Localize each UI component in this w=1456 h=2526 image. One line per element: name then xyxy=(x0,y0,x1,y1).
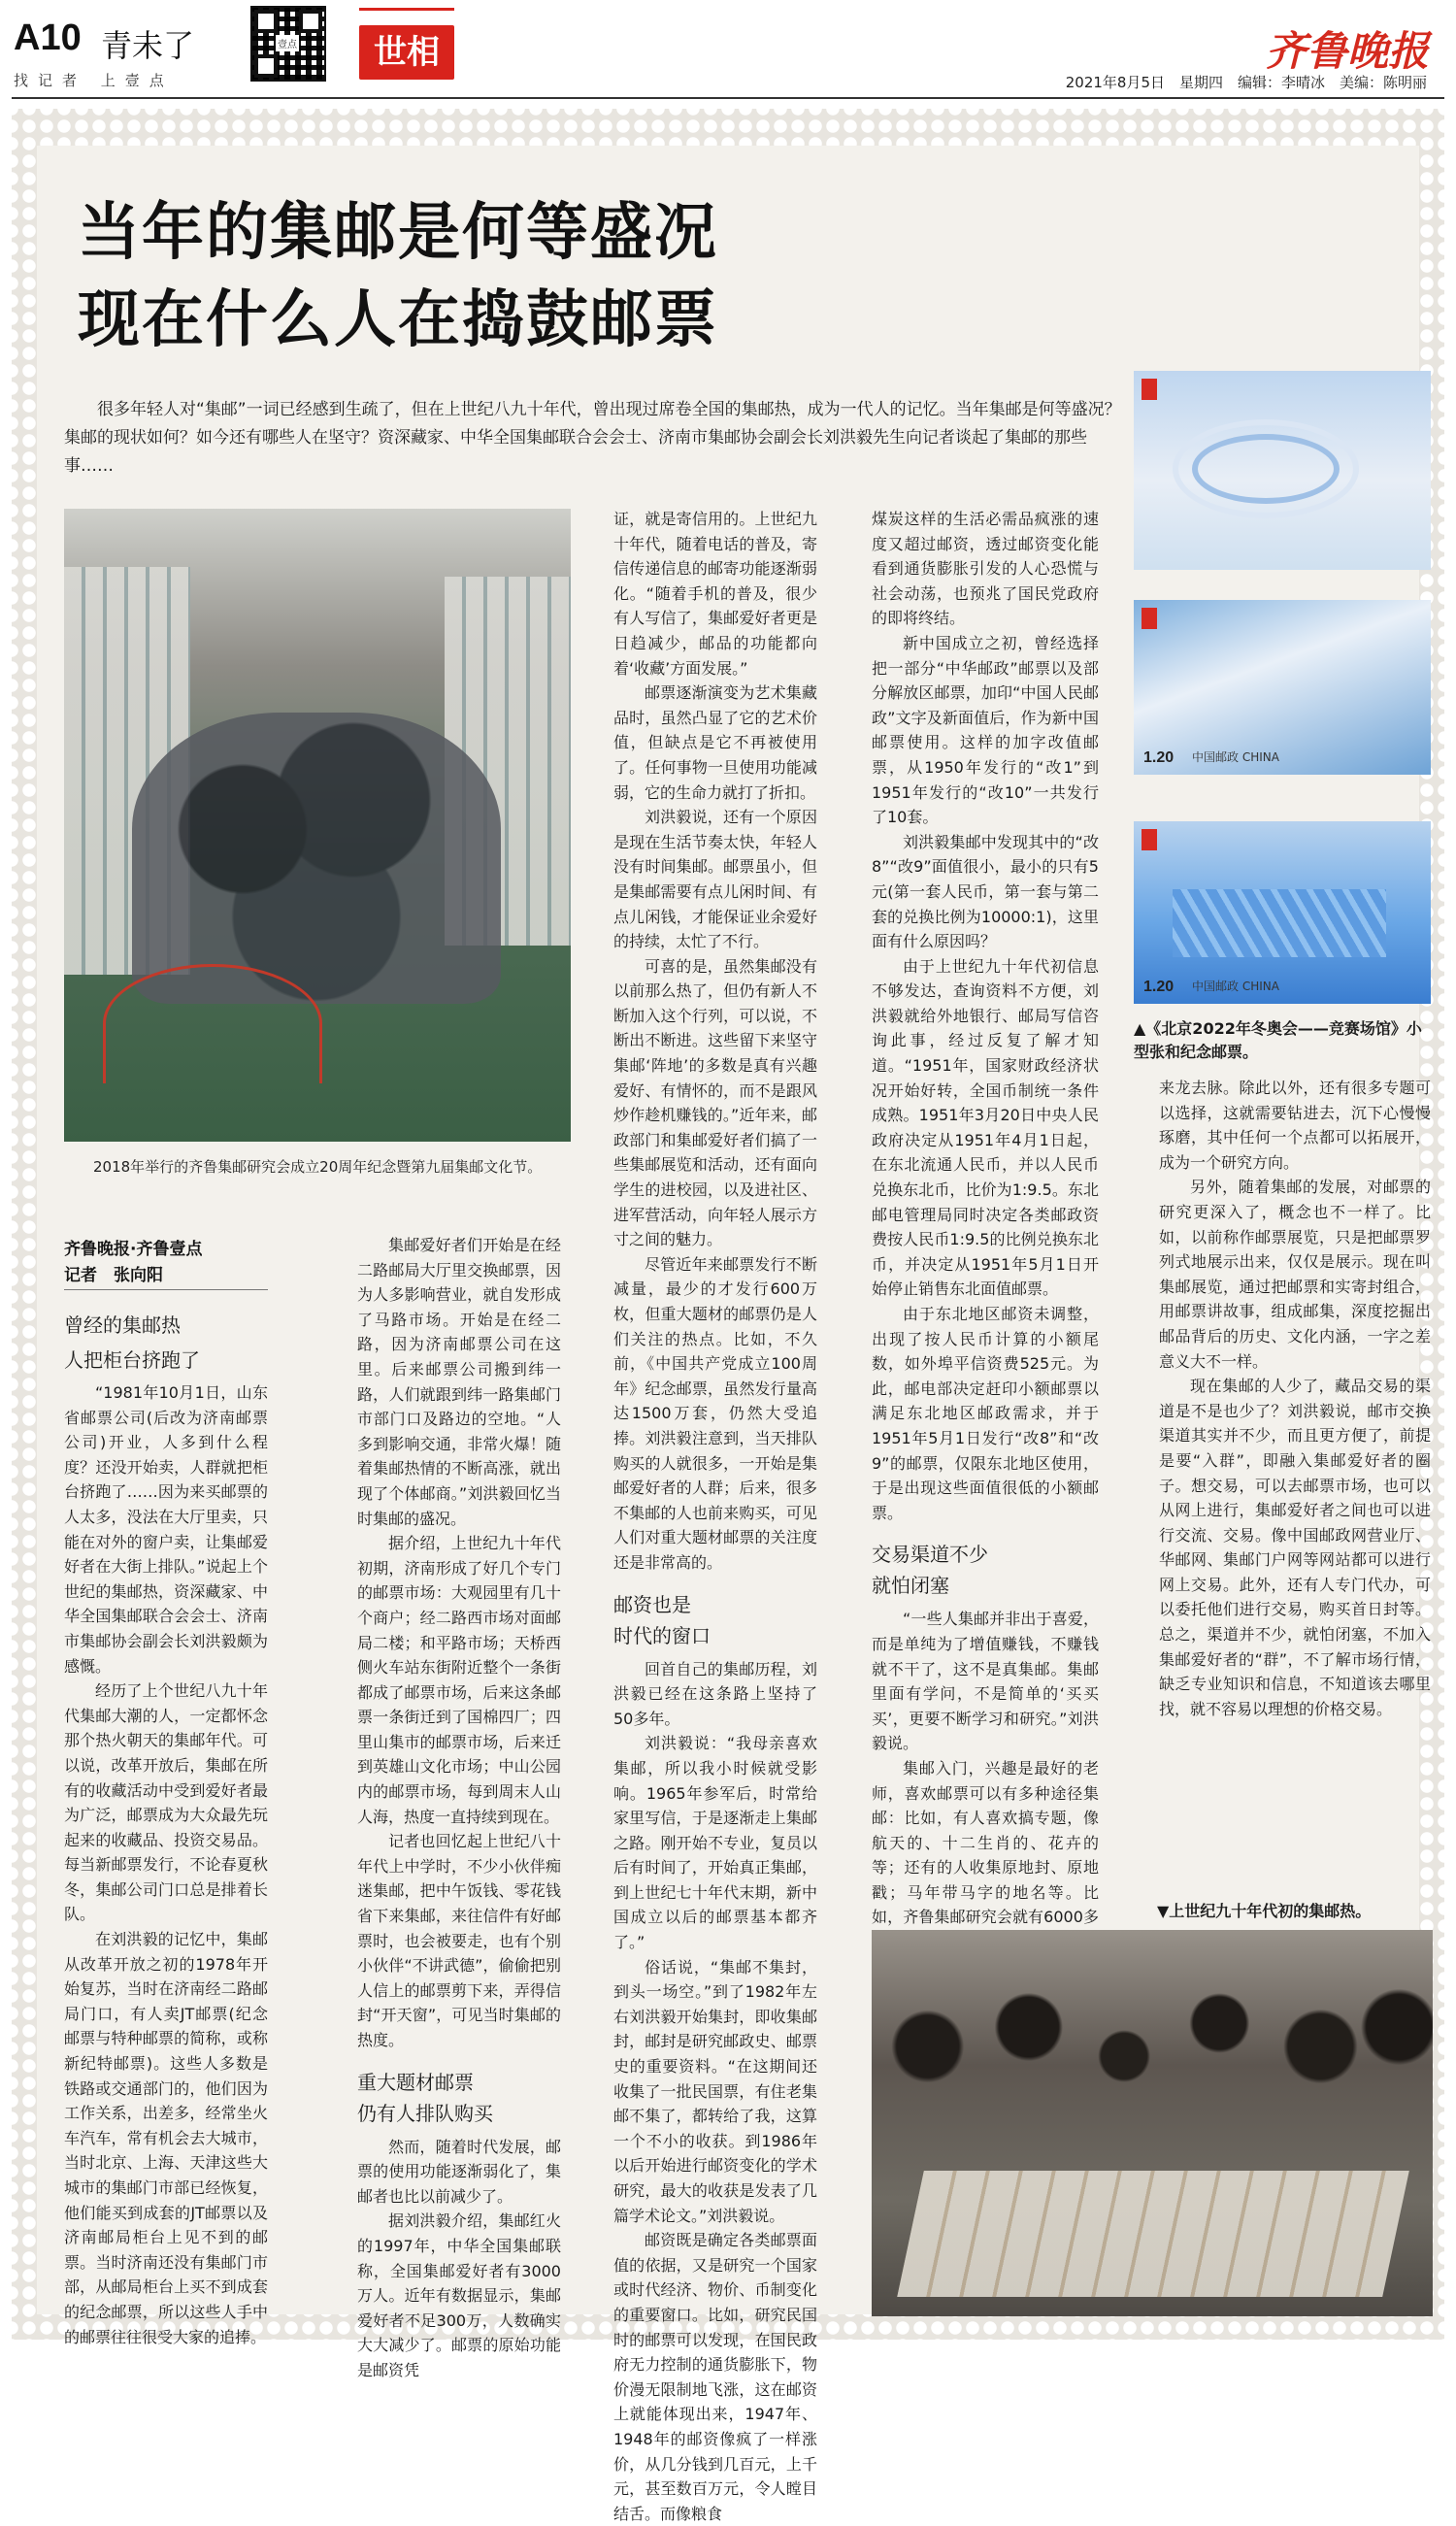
paragraph: 集邮入门，兴趣是最好的老师，喜欢邮票可以有多种途径集邮：比如，有人喜欢搞专题，像航天的、十二生肖的、花卉的等；还有的人收集原地封、原地戳；马年带马字的地名等。比如，齐鲁集邮研究会就有6000多 xyxy=(872,1758,1099,1927)
paragraph: 另外，随着集邮的发展，对邮票的研究更深入了，概念也不一样了。比如，以前称作邮票展览，只是把邮票罗列式地展示出来，仅仅是展示。现在叫集邮展览，通过把邮票和实寄封组合，用邮票讲故事，组成邮集，深度挖掘出邮品背后的历史、文化内涵，一字之差意义大不一样。 xyxy=(1159,1178,1431,1371)
paragraph: 由于东北地区邮资未调整，出现了按人民币计算的小额尾数，如外埠平信资费525元。为此，邮电部决定赶印小额邮票以满足东北地区邮政需求，并于1951年5月1日发行“改8”和“改9”的邮票，仅限东北地区使用，于是出现这些面值很低的小额邮票。 xyxy=(872,1305,1099,1522)
section-sub: 找记者 上壹点 xyxy=(14,72,174,89)
column-tag xyxy=(359,8,454,95)
paragraph: 刘洪毅说：“我母亲喜欢集邮，所以我小时候就受影响。1965年参军后，时常给家里写信，于是逐渐走上集邮之路。刚开始不专业，复员以后有时间了，开始真正集邮，到上世纪七十年代末期，新中国成立以后的邮票基本都齐了。” xyxy=(613,1734,817,1952)
column-2 xyxy=(357,1233,561,2379)
paragraph: 回首自己的集邮历程，刘洪毅已经在这条路上坚持了50多年。 xyxy=(613,1659,817,1728)
tag-deco xyxy=(359,8,454,22)
photo-caption: ▼上世纪九十年代初的集邮热。 xyxy=(1157,1902,1372,1920)
court-marking xyxy=(103,964,322,1083)
paragraph: 据介绍，上世纪九十年代初期，济南形成了好几个专门的邮票市场：大观园里有几十个商户；经二路西市场对面邮局二楼；和平路市场；天桥西侧火车站东街附近整个一条街都成了邮票市场，后来这条邮票一条街迁到了国棉四厂；四里山集市的邮票市场，后来迁到英雄山文化市场；中山公园内的邮票市场，每到周末人山人海，热度一直持续到现在。 xyxy=(357,1534,561,1826)
paragraph: 然而，随着时代发展，邮票的使用功能逐渐弱化了，集邮者也比以前减少了。 xyxy=(357,2137,561,2206)
stamp-price: 1.20 xyxy=(1143,749,1175,766)
paragraph: “1981年10月1日，山东省邮票公司(后改为济南邮票公司)开业，人多到什么程度？还没开始卖，人群就把柜台挤跑了……因为来买邮票的人太多，没法在大厅里卖，只能在对外的窗户卖，让集邮爱好者在大街上排队。”说起上个世纪的集邮热，资深藏家、中华全国集邮联合会会士、济南市集邮协会副会长刘洪毅颇为感慨。 xyxy=(64,1383,268,1676)
byline-rule xyxy=(64,1289,268,1290)
stamp-water-cube xyxy=(1134,821,1431,1004)
paragraph: 可喜的是，虽然集邮没有以前那么热了，但仍有新人不断加入这个行列，可以说，不断出不断进。这些留下来坚守集邮‘阵地’的多数是真有兴趣爱好、有情怀的，而不是跟风炒作趁机赚钱的。”近年来，邮政部门和集邮爱好者们搞了一些集邮展览和活动，还有面向学生的进校园，以及进社区、进军营活动，向年轻人展示方寸之间的魅力。 xyxy=(613,956,817,1249)
stamp-country: 中国邮政 CHINA xyxy=(1192,980,1279,993)
paragraph: 现在集邮的人少了，藏品交易的渠道是不是也少了？刘洪毅说，邮市交换渠道其实并不少，而且更方便了，前提是要“入群”，即融入集邮爱好者的圈子。想交易，可以去邮票市场，也可以从网上进行，集邮爱好者之间也可以进行交流、交易。像中国邮政网营业厅、华邮网、集邮门户网等网站都可以进行网上交易。此外，还有人专门代办，可以委托他们进行交易，购买首日封等。总之，渠道并不少，就怕闭塞，不加入集邮爱好者的“群”，不了解市场行情，缺乏专业知识和信息，不知道该去哪里找，就不容易以理想的价格交易。 xyxy=(1159,1377,1431,1718)
headline-line2: 现在什么人在捣鼓邮票 xyxy=(78,284,718,356)
paragraph: 尽管近年来邮票发行不断减量，最少的才发行600万枚，但重大题材的邮票仍是人们关注的热点。比如，不久前，《中国共产党成立100周年》纪念邮票，虽然发行量高达1500万套，仍然大受追捧。刘洪毅注意到，当天排队购买的人就很多，一开始是集邮爱好者的人群；后来，很多不集邮的人也前来购买，可见人们对重大题材邮票的关注度还是非常高的。 xyxy=(613,1254,817,1572)
qr-label: 壹点 xyxy=(276,35,299,51)
headline-line1: 当年的集邮是何等盛况 xyxy=(78,197,718,269)
postal-seal-icon xyxy=(1142,608,1157,629)
photo-stamp-fair xyxy=(64,509,571,1142)
subhead: 就怕闭塞 xyxy=(872,1574,949,1598)
paragraph: 由于上世纪九十年代初信息不够发达，查询资料不方便，刘洪毅就给外地银行、邮局写信咨询此事，经过反复了解才知道。“1951年，国家财政经济状况开始好转，全国币制统一条件成熟。1951年3月20日中央人民政府决定从1951年4月1日起，在东北流通人民币，并以人民币兑换东北币，比价为1:9.5。东北邮电管理局同时决定各类邮政资费按人民币1:9.5的比例兑换东北币，并决定从1951年5月1日开始停止销售东北面值邮票。 xyxy=(872,956,1099,1299)
qr-corner-icon xyxy=(254,10,278,33)
photo-1990s-stamp-fever xyxy=(872,1930,1433,2316)
postal-seal-icon xyxy=(1142,379,1157,400)
stamp-caption: ▲《北京2022年冬奥会——竞赛场馆》小型张和纪念邮票。 xyxy=(1134,1019,1422,1061)
section-name: 青未了 xyxy=(101,27,195,64)
column-5 xyxy=(1159,1076,1431,1891)
subhead: 人把柜台挤跑了 xyxy=(64,1348,200,1372)
byline-outlet: 齐鲁晚报·齐鲁壹点 xyxy=(64,1240,203,1259)
paragraph: 经历了上个世纪八九十年代集邮大潮的人，一定都怀念那个热火朝天的集邮年代。可以说，改革开放后，集邮在所有的收藏活动中受到爱好者最为广泛，邮票成为大众最先玩起来的收藏品、投资交易品。每当新邮票发行，不论春夏秋冬，集邮公司门口总是排着长队。 xyxy=(64,1681,268,1924)
column-1 xyxy=(64,1311,268,2346)
paragraph: 记者也回忆起上世纪八十年代上中学时，不少小伙伴痴迷集邮，把中午饭钱、零花钱省下来集邮，来往信件有好邮票时，也会被要走，也有个别小伙伴“不讲武德”，偷偷把别人信上的邮票剪下来，弄得信封“开天窗”，可见当时集邮的热度。 xyxy=(357,1832,561,2049)
paragraph: 刘洪毅集邮中发现其中的“改8”“改9”面值很小，最小的只有5元(第一套人民币，第一套与第二套的兑换比例为10000:1)，这里面有什么原因吗？ xyxy=(872,832,1099,951)
column-tag-label: 世相 xyxy=(359,25,454,80)
header-rule xyxy=(12,97,1444,99)
subhead: 曾经的集邮热 xyxy=(64,1313,181,1337)
byline xyxy=(64,1237,268,1289)
postal-seal-icon xyxy=(1142,829,1157,850)
paragraph: 刘洪毅说，还有一个原因是现在生活节奏太快，年轻人没有时间集邮。邮票虽小，但是集邮需要有点儿闲时间、有点儿闲钱，才能保证业余爱好的持续，太忙了不行。 xyxy=(613,808,817,951)
qr-corner-icon xyxy=(299,10,322,33)
paragraph: “一些人集邮并非出于喜爱，而是单纯为了增值赚钱，不赚钱就不干了，这不是真集邮。集邮里面有学问，不是简单的‘买买买’，更要不断学习和研究。”刘洪毅说。 xyxy=(872,1610,1099,1753)
subhead: 仍有人排队购买 xyxy=(357,2101,493,2125)
page-header xyxy=(0,0,1456,107)
cube-building-icon xyxy=(1173,889,1386,957)
stamp-ski-venue xyxy=(1134,600,1431,775)
paragraph: 证，就是寄信用的。上世纪九十年代，随着电话的普及，寄信传递信息的邮寄功能逐渐弱化。“随着手机的普及，很少有人写信了，集邮爱好者更是日趋减少，邮品的功能都向着‘收藏’方面发展。” xyxy=(613,510,817,678)
stamp-souvenir-sheet xyxy=(1134,371,1431,570)
byline-reporter: 记者 张向阳 xyxy=(64,1266,163,1285)
newspaper-logo: 齐鲁晚报 xyxy=(1265,27,1429,75)
paragraph: 新中国成立之初，曾经选择把一部分“中华邮政”邮票以及部分解放区邮票，加印“中国人民邮政”文字及新面值后，作为新中国邮票使用。这样的加字改值邮票，从1950年发行的“改1”到1951年发行的“改10”一共发行了10套。 xyxy=(872,633,1099,827)
qr-code[interactable] xyxy=(250,6,326,82)
paragraph: 集邮爱好者们开始是在经二路邮局大厅里交换邮票，因为人多影响营业，就自发形成了马路市场。开始是在经二路，因为济南邮票公司在这里。后来邮票公司搬到纬一路，人们就跟到纬一路集邮门市部门口及路边的空地。“人多到影响交通，非常火爆！随着集邮热情的不断高涨，就出现了个体邮商。”刘洪毅回忆当时集邮的盛况。 xyxy=(357,1236,561,1528)
paragraph: 来龙去脉。除此以外，还有很多专题可以选择，这就需要钻进去，沉下心慢慢琢磨，其中任何一个点都可以拓展开，成为一个研究方向。 xyxy=(1159,1079,1431,1172)
qr-corner-icon xyxy=(254,54,278,78)
paragraph: 据刘洪毅介绍，集邮红火的1997年，中华全国集邮联称，全国集邮爱好者有3000万人。近年有数据显示，集邮爱好者不足300万，人数确实大大减少了。邮票的原始功能是邮资凭 xyxy=(357,2211,561,2379)
paragraph: 邮资既是确定各类邮票面值的依据，又是研究一个国家或时代经济、物价、币制变化的重要窗口。比如，研究民国时的邮票可以发现，在国民政府无力控制的通货膨胀下，物价漫无限制地飞涨，这在邮资上就能体现出来，1947年、1948年的邮资像疯了一样涨价，从几分钱到几百元，上千元，甚至数百万元，令人瞠目结舌。而像粮食 xyxy=(613,2231,817,2523)
stamp-country: 中国邮政 CHINA xyxy=(1192,750,1279,764)
paragraph: 俗话说，“集邮不集封，到头一场空。”到了1982年左右刘洪毅开始集封，即收集邮封，邮封是研究邮政史、邮票史的重要资料。“在这期间还收集了一批民国票，有住老集邮不集了，都转给了我，这算一个不小的收获。到1986年以后开始进行邮资变化的学术研究，最大的收获是发表了几篇学术论文。”刘洪毅说。 xyxy=(613,1957,817,2225)
page-number: A10 xyxy=(14,17,82,58)
paragraph: 在刘洪毅的记忆中，集邮从改革开放之初的1978年开始复苏，当时在济南经二路邮局门口，有人卖JT邮票(纪念邮票与特种邮票的简称，或称新纪特邮票)。这些人多数是铁路或交通部门的，他们因为工作关系，出差多，经常坐火车汽车，常有机会去大城市，当时北京、上海、天津这些大城市的集邮门市部已经恢复，他们能买到成套的JT邮票以及济南邮局柜台上见不到的邮票。当时济南还没有集邮门市部，从邮局柜台上买不到成套的纪念邮票，所以这些人手中的邮票往往很受大家的追捧。 xyxy=(64,1930,268,2346)
issue-info: 2021年8月5日 星期四 编辑：李晴冰 美编：陈明丽 xyxy=(1065,74,1427,91)
crowd xyxy=(872,1969,1433,2163)
crowd xyxy=(132,713,501,1004)
stamp-counter xyxy=(897,2171,1409,2297)
photo-caption: 2018年举行的齐鲁集邮研究会成立20周年纪念暨第九届集邮文化节。 xyxy=(93,1158,543,1176)
subhead: 时代的窗口 xyxy=(613,1623,711,1647)
column-4 xyxy=(872,507,1099,1927)
subhead: 交易渠道不少 xyxy=(872,1543,988,1567)
column-3 xyxy=(613,507,817,2523)
stamp-price: 1.20 xyxy=(1143,979,1175,995)
paragraph: 煤炭这样的生活必需品疯涨的速度又超过邮资，透过邮资变化能看到通货膨胀引发的人心恐慌与社会动荡，也预兆了国民党政府的即将终结。 xyxy=(872,510,1099,628)
paragraph: 邮票逐渐演变为艺术集藏品时，虽然凸显了它的艺术价值，但缺点是它不再被使用了。任何事物一旦使用功能减弱，它的生命力就打了折扣。 xyxy=(613,683,817,802)
subhead: 邮资也是 xyxy=(613,1592,691,1616)
lead-paragraph: 很多年轻人对“集邮”一词已经感到生疏了，但在上世纪八九十年代，曾出现过席卷全国的集邮热，成为一代人的记忆。当年集邮是何等盛况？集邮的现状如何？如今还有哪些人在坚守？资深藏家、中华全国集邮联合会会士、济南市集邮协会副会长刘洪毅先生向记者谈起了集邮的那些事…… xyxy=(64,400,1121,476)
subhead: 重大题材邮票 xyxy=(357,2070,474,2094)
stadium-ring-icon xyxy=(1192,434,1340,504)
